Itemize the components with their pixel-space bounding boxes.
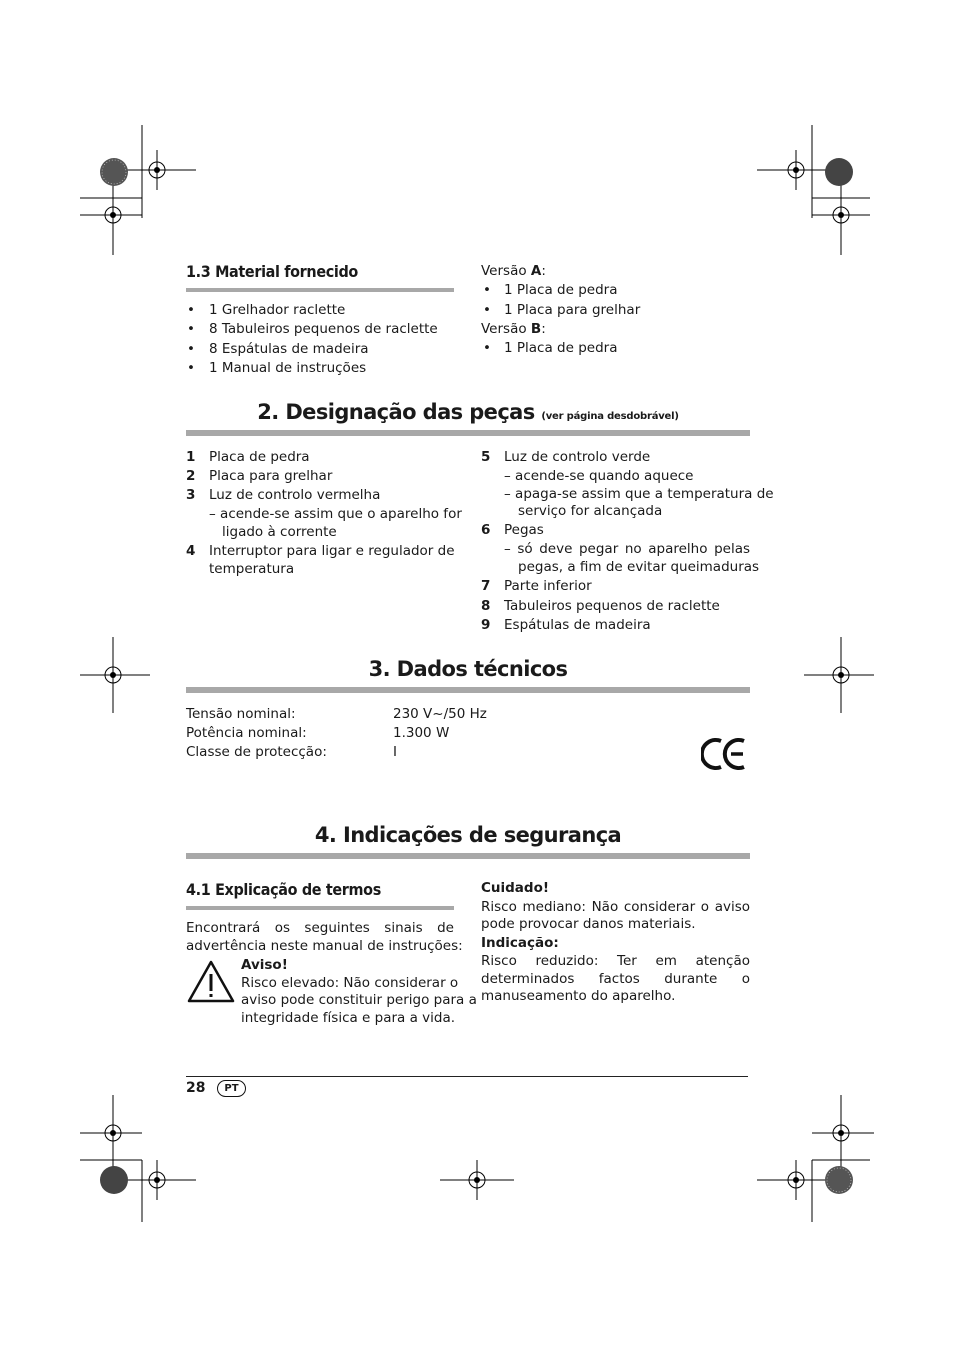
list-bullet: • <box>483 282 491 298</box>
part-note: – só deve pegar no aparelho pelas <box>504 541 750 557</box>
spec-value: 230 V~/50 Hz <box>393 706 487 722</box>
part-note: – apaga-se assim que a temperatura de <box>504 486 774 502</box>
footer-rule <box>186 1076 748 1077</box>
section-title-terms: 4.1 Explicação de termos <box>186 880 381 899</box>
list-item: 1 Placa de pedra <box>504 340 618 356</box>
section-divider <box>186 853 750 859</box>
part-number: 3 <box>186 487 196 503</box>
version-a-label: Versão A: <box>481 263 546 279</box>
part-label: Luz de controlo vermelha <box>209 487 381 503</box>
part-label: Placa de pedra <box>209 449 310 465</box>
part-label: Pegas <box>504 522 544 538</box>
section-divider <box>186 906 454 910</box>
warning-text: Risco elevado: Não considerar o <box>241 975 459 991</box>
list-bullet: • <box>483 302 491 318</box>
intro-text: Encontrará os seguintes sinais de <box>186 920 454 936</box>
list-item: 8 Tabuleiros pequenos de raclette <box>209 321 438 337</box>
part-number: 7 <box>481 578 491 594</box>
part-number: 6 <box>481 522 491 538</box>
part-number: 9 <box>481 617 491 633</box>
section-divider <box>186 288 454 292</box>
note-text: manuseamento do aparelho. <box>481 988 676 1004</box>
list-bullet: • <box>187 360 195 376</box>
part-label: Parte inferior <box>504 578 592 594</box>
note-text: Risco reduzido: Ter em atenção <box>481 953 750 969</box>
list-item: 8 Espátulas de madeira <box>209 341 369 357</box>
part-label: temperatura <box>209 561 295 577</box>
section-divider <box>186 687 750 693</box>
list-bullet: • <box>483 340 491 356</box>
spec-value: I <box>393 744 397 760</box>
caution-text: Risco mediano: Não considerar o aviso <box>481 899 750 915</box>
part-note: – acende-se quando aquece <box>504 468 694 484</box>
list-bullet: • <box>187 302 195 318</box>
language-badge: PT <box>217 1080 246 1097</box>
note-title: Indicação: <box>481 935 559 951</box>
list-bullet: • <box>187 321 195 337</box>
part-label: Interruptor para ligar e regulador de <box>209 543 455 559</box>
part-number: 4 <box>186 543 196 559</box>
part-note: pegas, a fim de evitar queimaduras <box>518 559 760 575</box>
section-title-safety: 4. Indicações de segurança <box>314 823 622 847</box>
list-item: 1 Manual de instruções <box>209 360 367 376</box>
part-number: 1 <box>186 449 196 465</box>
intro-text: advertência neste manual de instruções: <box>186 938 463 954</box>
part-label: Tabuleiros pequenos de raclette <box>504 598 720 614</box>
warning-text: integridade física e para a vida. <box>241 1010 456 1026</box>
warning-text: aviso pode constituir perigo para a <box>241 992 477 1008</box>
spec-label: Tensão nominal: <box>186 706 296 722</box>
part-number: 2 <box>186 468 196 484</box>
spec-label: Potência nominal: <box>186 725 307 741</box>
list-bullet: • <box>187 341 195 357</box>
part-note: – acende-se assim que o aparelho for <box>209 506 462 522</box>
part-label: Luz de controlo verde <box>504 449 651 465</box>
part-number: 5 <box>481 449 491 465</box>
part-label: Placa para grelhar <box>209 468 333 484</box>
part-number: 8 <box>481 598 491 614</box>
part-note: ligado à corrente <box>222 524 337 540</box>
part-label: Espátulas de madeira <box>504 617 651 633</box>
caution-text: pode provocar danos materiais. <box>481 916 696 932</box>
note-text: determinados factos durante o <box>481 971 750 987</box>
warning-triangle-icon <box>187 960 235 1003</box>
section-title-parts: 2. Designação das peças (ver página desdobrável) <box>257 400 679 424</box>
part-note: serviço for alcançada <box>518 503 663 519</box>
list-item: 1 Grelhador raclette <box>209 302 346 318</box>
version-b-label: Versão B: <box>481 321 546 337</box>
section-title-technical-data: 3. Dados técnicos <box>368 657 568 681</box>
spec-value: 1.300 W <box>393 725 450 741</box>
page-number: 28 <box>186 1080 206 1096</box>
list-item: 1 Placa para grelhar <box>504 302 641 318</box>
spec-label: Classe de protecção: <box>186 744 327 760</box>
section-divider <box>186 430 750 436</box>
caution-title: Cuidado! <box>481 880 550 896</box>
warning-title: Aviso! <box>241 957 288 973</box>
ce-mark-icon <box>701 737 747 771</box>
list-item: 1 Placa de pedra <box>504 282 618 298</box>
section-title-material: 1.3 Material fornecido <box>186 262 358 281</box>
